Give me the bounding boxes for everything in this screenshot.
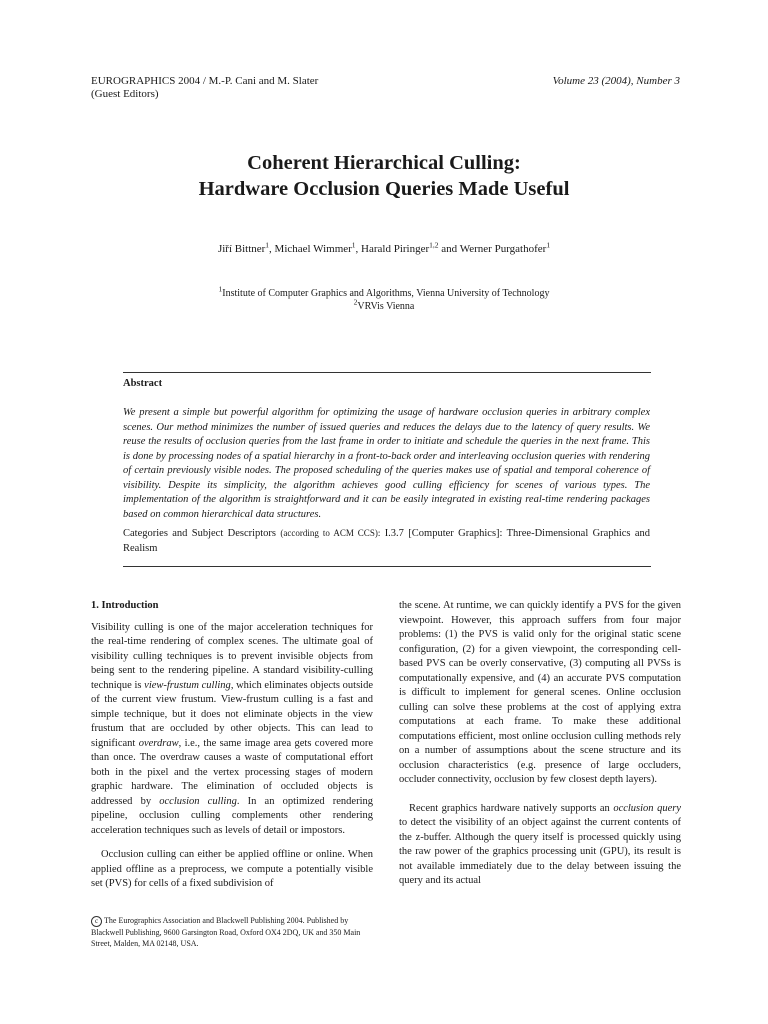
emphasis-text: occlusion query	[613, 802, 681, 814]
right-column	[399, 599, 681, 889]
volume-text: Volume 23 (2004)	[552, 75, 631, 87]
section-heading-introduction: 1. Introduction	[91, 600, 159, 611]
categories-text: I.3.7 [Computer Graphics]: Three-Dimensional Graphics and Realism	[123, 528, 651, 554]
text-run: , which eliminates objects outside of the current view frustum. View-frustum culling is a fast and simple technique, but it does not eliminate objects in the view frustum that are occluded by other objects. This can lead to significant	[91, 679, 373, 749]
text-run: , i.e., the same image area gets covered more than once. The overdraw causes a waste of computational effort both in the pixel and the vertex processing stages of modern graphic hardware. The elimination of occluded objects is addressed by	[91, 737, 373, 807]
author-separator: ,	[269, 243, 275, 255]
title-line-1: Coherent Hierarchical Culling:	[247, 152, 521, 174]
affiliation-2	[0, 297, 768, 313]
categories-note: (according to ACM CCS):	[280, 528, 381, 538]
intro-paragraph-2: Occlusion culling can either be applied offline or online. When applied offline as a preprocess, we compute a potentially visible set (PVS) for cells of a fixed subdivision of	[91, 849, 373, 889]
affiliation-1	[0, 284, 768, 300]
paper-title	[0, 150, 768, 202]
abstract-heading: Abstract	[123, 378, 163, 389]
author-name: Michael Wimmer	[274, 243, 352, 255]
text-run: to detect the visibility of an object against the current contents of the z-buffer. Although the query itself is processed quickly using the raw power of the graphics processing unit (GPU), its result is not available immediately due to the delay between issuing the query and its actual	[399, 817, 681, 886]
text-run: . In an optimized rendering pipeline, occlusion culling complements other rendering acceleration techniques such as levels of detail or impostors.	[91, 795, 374, 836]
author-affil-mark: 1	[265, 240, 270, 250]
emphasis-text: view-frustum culling	[144, 679, 231, 691]
emphasis-text: occlusion culling	[159, 795, 237, 807]
emphasis-text: overdraw	[138, 737, 179, 749]
journal-header	[91, 75, 318, 101]
abstract-top-rule	[123, 372, 651, 373]
conference-line: EUROGRAPHICS 2004 / M.-P. Cani and M. Slater	[91, 75, 319, 87]
volume-info	[553, 75, 680, 88]
paragraph-gap	[91, 838, 373, 848]
abstract-bottom-rule	[123, 566, 651, 567]
author-name: Werner Purgathofer	[459, 243, 547, 255]
copyright-footer	[91, 915, 375, 949]
text-run: Visibility culling is one of the major acceleration techniques for the real-time rendering of complex scenes. The ultimate goal of visibility culling techniques is to prevent invisible objects from being sent to the rendering pipeline. A standard visibility-culling technique is	[91, 621, 373, 691]
affiliations	[0, 284, 768, 313]
author-name: Harald Piringer	[361, 243, 430, 255]
author-separator: and	[438, 243, 460, 255]
paragraph-gap	[399, 788, 681, 802]
abstract-body: We present a simple but powerful algorithm for optimizing the usage of hardware occlusion queries in arbitrary complex scenes. Our method minimizes the number of issued queries and reduces the delays due to the latency of query results. We reuse the results of occlusion queries from the last frame in order to initiate and schedule the queries in the next frame. This is done by processing nodes of a spatial hierarchy in a front-to-back order and interleaving occlusion queries with rendering of certain previously visible nodes. The proposed scheduling of the queries makes use of spatial and temporal coherence of visibility. Despite its simplicity, the algorithm achieves good culling efficiency for scenes of various types. The implementation of the algorithm is straightforward and it can be easily integrated in existing real-time rendering packages based on common hierarchical data structures.	[123, 407, 650, 520]
copyright-text: The Eurographics Association and Blackwell Publishing 2004. Published by Blackwell Publishing, 9600 Garsington Road, Oxford OX4 2DQ, UK and 350 Main Street, Malden, MA 02148, USA.	[91, 916, 361, 948]
categories-label: Categories and Subject Descriptors	[123, 528, 277, 539]
intro-paragraph-4	[399, 802, 681, 889]
author-name: Jiří Bittner	[217, 243, 266, 255]
author-affil-mark: 1	[546, 240, 551, 250]
affil-mark: 2	[353, 297, 358, 307]
text-run: Recent graphics hardware natively supports an	[409, 802, 614, 814]
left-column	[91, 599, 373, 892]
copyright-icon: c	[91, 916, 102, 927]
affil-text: Institute of Computer Graphics and Algorithms, Vienna University of Technology	[222, 288, 550, 299]
author-separator: ,	[355, 243, 362, 255]
author-affil-mark: 1	[351, 240, 356, 250]
categories-descriptors	[123, 526, 650, 556]
number-text: , Number 3	[630, 75, 680, 87]
author-list	[0, 240, 768, 255]
guest-editors-line: (Guest Editors)	[91, 88, 159, 100]
title-line-2: Hardware Occlusion Queries Made Useful	[198, 178, 570, 200]
intro-paragraph-1	[91, 621, 373, 839]
author-affil-mark: 1,2	[429, 240, 439, 250]
intro-paragraph-3: the scene. At runtime, we can quickly identify a PVS for the given viewpoint. However, this approach suffers from four major problems: (1) the PVS is valid only for the original static scene configuration, (2) for a given viewpoint, the corresponding cell-based PVS can be overly conservative, (3) computing all PVSs is computationally expensive, and (4) an accurate PVS computation is difficult to implement for general scenes. Online occlusion culling can solve these problems at the cost of applying extra computations at each frame. To make these additional computations efficient, most online occlusion culling methods rely on a number of assumptions about the scene structure and its occlusion characteristics (e.g. presence of large occluders, occluder connectivity, occlusion by few closest depth layers).	[399, 600, 681, 785]
affil-text: VRVis Vienna	[357, 301, 415, 312]
affil-mark: 1	[218, 284, 223, 294]
